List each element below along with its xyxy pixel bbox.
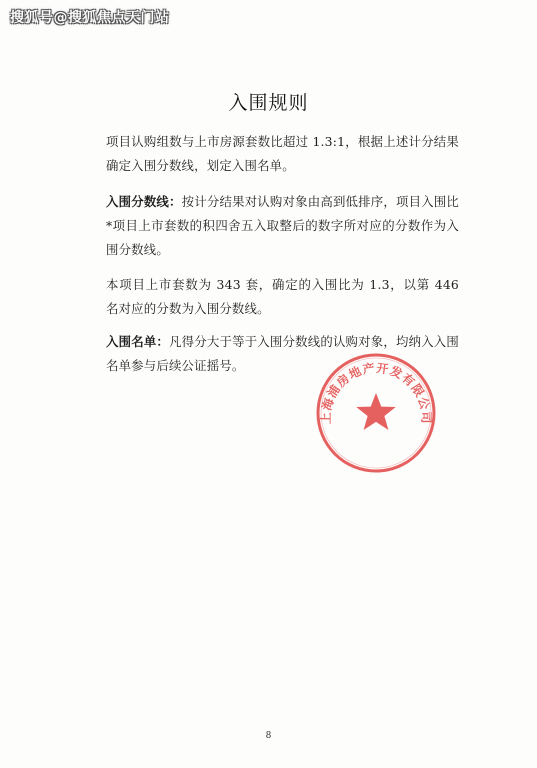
paragraph-2-text: 按计分结果对认购对象由高到低排序，项目入围比*项目上市套数的积四舍五入取整后的数字所对应的分数作为入围分数线。 [106, 194, 460, 257]
seal-text: 上海浦房地产开发有限公司 [318, 360, 434, 425]
paragraph-3 [81, 273, 459, 321]
paragraph-1 [81, 130, 459, 178]
paragraph-3-text: 本项目上市套数为 343 套，确定的入围比为 1.3，以第 446 名对应的分数为入围分数线。 [106, 277, 459, 316]
seal-star-icon [356, 393, 396, 430]
page-title: 入围规则 [228, 92, 309, 114]
company-seal [314, 351, 438, 475]
paragraph-1-text: 项目认购组数与上市房源套数比超过 1.3:1，根据上述计分结果确定入围分数线，划定入围名单。 [106, 134, 459, 173]
watermark: 搜狐号@搜狐焦点天门站 [10, 10, 170, 26]
page-number: 8 [265, 731, 272, 741]
paragraph-2-lead: 入围分数线： [106, 194, 182, 209]
paragraph-4-text: 凡得分大于等于入围分数线的认购对象，均纳入入围名单参与后续公证摇号。 [106, 334, 460, 373]
paragraph-4-lead: 入围名单： [106, 334, 170, 349]
paragraph-2 [81, 190, 459, 262]
